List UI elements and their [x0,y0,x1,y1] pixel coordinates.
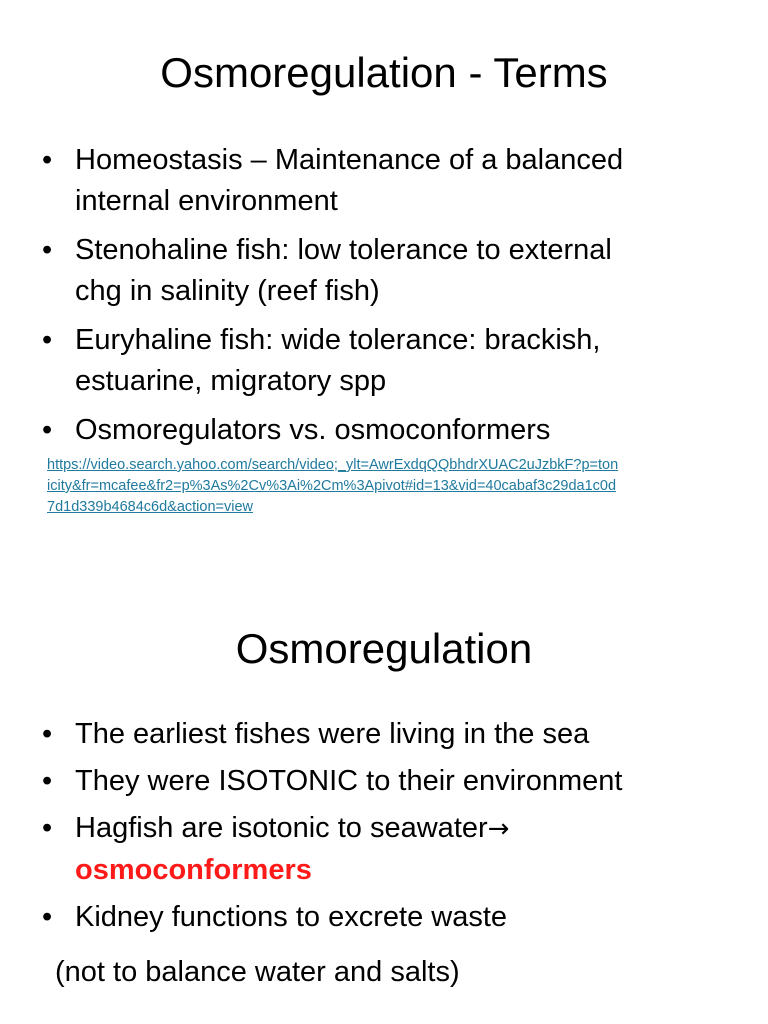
bullet-marker: • [42,324,53,356]
link-text: https://video.search.yahoo.com/search/video;_ylt=AwrExdqQQbhdrXUAC2uJzbkF?p=ton [47,457,619,473]
bullet-homeostasis [0,140,768,222]
bullet-marker: • [42,812,53,844]
video-link[interactable] [47,455,737,518]
slide-osmoregulation [0,600,768,1024]
arrow-right-icon: → [487,814,510,844]
bullet-stenohaline [0,230,768,312]
bullet-osmoregulators [0,410,768,451]
bullet-text: Kidney functions to excrete waste [75,901,508,933]
bullet-text: Homeostasis – Maintenance of a balanced [75,144,624,176]
bullet-isotonic [0,761,768,802]
bullet-marker: • [42,765,53,797]
bullet-text: Osmoregulators vs. osmoconformers [75,414,551,446]
bullet-marker: • [42,414,53,446]
bullet-text: The earliest fishes were living in the sea [75,718,590,750]
bullet-earliest-fishes [0,714,768,755]
bullet-text: Hagfish are isotonic to seawater [75,812,488,844]
link-text: icity&fr=mcafee&fr2=p%3As%2Cv%3Ai%2Cm%3Apivot#id=13&vid=40cabaf3c29da1c0d [47,478,617,494]
bullet-kidney [0,897,768,938]
bullet-marker: • [42,144,53,176]
slide-title: Osmoregulation - Terms [160,49,608,96]
bullet-list [0,140,768,459]
link-text: 7d1d339b4684c6d&action=view [47,499,253,515]
bullet-list [0,714,768,944]
highlight-osmoconformers: osmoconformers [75,854,312,886]
bullet-text-line [75,808,738,850]
bullet-text: They were ISOTONIC to their environment [75,765,623,797]
slide-title: Osmoregulation [235,625,533,672]
bullet-text: Euryhaline fish: wide tolerance: brackish, [75,324,601,356]
bullet-text: chg in salinity (reef fish) [75,275,380,307]
bullet-text: internal environment [75,185,338,217]
bullet-marker: • [42,718,53,750]
bullet-hagfish [0,808,768,891]
bullet-marker: • [42,234,53,266]
bullet-text: Stenohaline fish: low tolerance to external [75,234,612,266]
bullet-marker: • [42,901,53,933]
kidney-note: (not to balance water and salts) [55,956,460,988]
bullet-euryhaline [0,320,768,402]
bullet-text: estuarine, migratory spp [75,365,387,397]
